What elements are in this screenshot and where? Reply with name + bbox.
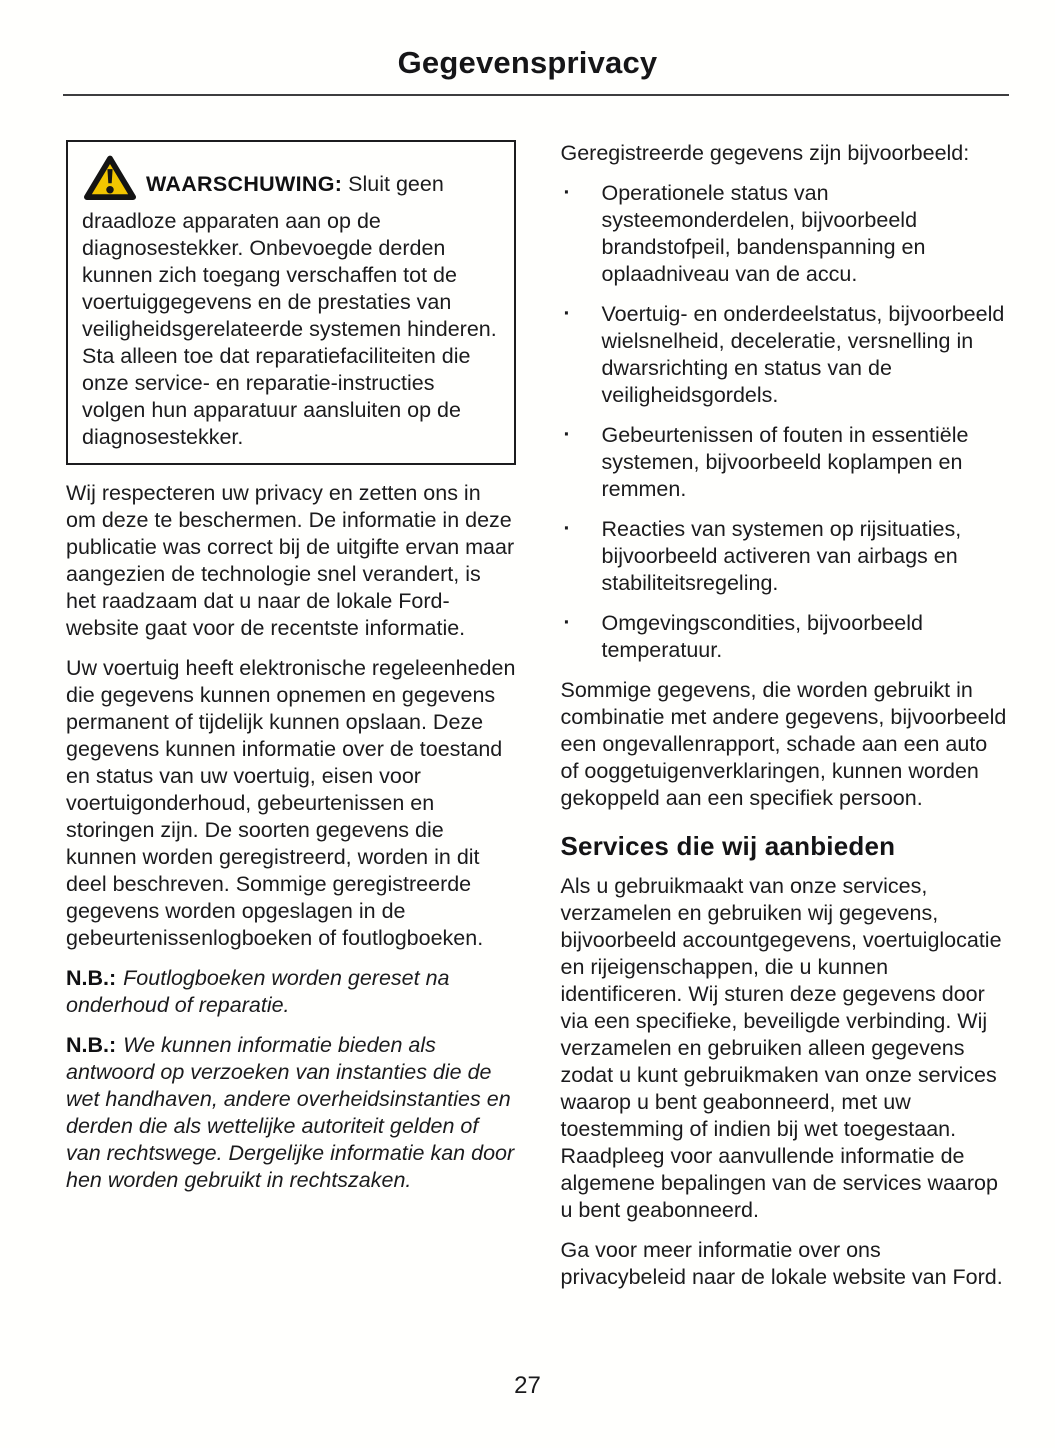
warning-text: Sluit geen draadloze apparaten aan op de diagnosestekker. Onbevoegde derden kunnen zich toegang verschaffen tot de voertuiggegevens en de prestaties van veiligheidsgerelateerde systemen hinderen. Sta alleen toe dat reparatiefaciliteiten die onze service- en reparatie-instructies volgen hun apparatuur aansluiten op de diagnosestekker.	[82, 172, 497, 449]
paragraph-linked-data: Sommige gegevens, die worden gebruikt in combinatie met andere gegevens, bijvoorbeeld een ongevallenrapport, schade aan een auto of ooggetuigenverklaringen, kunnen worden gekoppeld aan een specifiek persoon.	[560, 678, 1007, 810]
page-number: 27	[514, 1372, 541, 1399]
list-item-text: Voertuig- en onderdeelstatus, bijvoorbeeld wielsnelheid, deceleratie, versnelling in dwarsrichting en status van de veiligheidsgordels.	[601, 302, 1005, 407]
bullet-dot: ·	[563, 611, 571, 634]
warning-box	[66, 140, 516, 465]
warning-triangle-icon	[84, 155, 136, 208]
list-item-text: Operationele status van systeemonderdelen, bijvoorbeeld brandstofpeil, bandenspanning en oplaadniveau van de accu.	[601, 181, 926, 286]
note-text: Foutlogboeken worden gereset na onderhoud of reparatie.	[66, 966, 450, 1017]
bullet-dot: ·	[563, 423, 571, 446]
paragraph-privacy-policy: Ga voor meer informatie over ons privacybeleid naar de lokale website van Ford.	[560, 1238, 1003, 1289]
left-column	[66, 140, 516, 1304]
note-law-enforcement	[66, 1032, 516, 1194]
title-divider	[63, 94, 1009, 96]
paragraph-privacy-respect: Wij respecteren uw privacy en zetten ons in om deze te beschermen. De informatie in deze publicatie was correct bij de uitgifte ervan maar aangezien de technologie snel verandert, is het raadzaam dat u naar de lokale Ford-website gaat voor de recentste informatie.	[66, 481, 515, 640]
note-label: N.B.:	[66, 966, 117, 990]
warning-label: WAARSCHUWING:	[146, 172, 343, 196]
bullet-dot: ·	[563, 302, 571, 325]
note-label: N.B.:	[66, 1033, 117, 1057]
page-title: Gegevensprivacy	[397, 45, 658, 80]
list-item-text: Omgevingscondities, bijvoorbeeld temperatuur.	[601, 611, 923, 662]
note-text: We kunnen informatie bieden als antwoord op verzoeken van instanties die de wet handhaven, andere overheidsinstanties en derden die als wettelijke autoriteit gelden of van rechtswege. Dergelijke informatie kan door hen worden gebruikt in rechtszaken.	[66, 1033, 515, 1192]
paragraph-vehicle-modules: Uw voertuig heeft elektronische regeleenheden die gegevens kunnen opnemen en gegevens permanent of tijdelijk kunnen opslaan. Deze gegevens kunnen informatie over de toestand en status van uw voertuig, eisen voor voertuigonderhoud, gebeurtenissen en storingen zijn. De soorten gegevens die kunnen worden geregistreerd, worden in dit deel beschreven. Sommige geregistreerde gegevens worden opgeslagen in de gebeurtenissenlogboeken of foutlogboeken.	[66, 656, 516, 950]
paragraph-services-data: Als u gebruikmaakt van onze services, verzamelen en gebruiken wij gegevens, bijvoorbeeld accountgegevens, voertuiglocatie en rijeigenschappen, die u kunnen identificeren. Wij sturen deze gegevens door via een specifieke, beveiligde verbinding. Wij verzamelen en gebruiken alleen gegevens zodat u kunt gebruikmaken van onze services waarop u bent geabonneerd, met uw toestemming of indien bij wet toegestaan. Raadpleeg voor aanvullende informatie de algemene bepalingen van de services waarop u bent geabonneerd.	[560, 874, 1002, 1222]
bullet-dot: ·	[563, 181, 571, 204]
list-item	[561, 422, 1011, 503]
note-fault-logs	[66, 965, 516, 1019]
bullet-dot: ·	[563, 517, 571, 540]
two-column-layout	[66, 140, 1010, 1304]
recorded-data-list	[561, 180, 1011, 664]
list-item	[561, 610, 1011, 664]
list-item-text: Gebeurtenissen of fouten in essentiële systemen, bijvoorbeeld koplampen en remmen.	[601, 423, 969, 501]
right-column	[561, 140, 1011, 1304]
list-item	[561, 301, 1011, 409]
bullet-list-intro: Geregistreerde gegevens zijn bijvoorbeeld:	[560, 141, 970, 165]
list-item-text: Reacties van systemen op rijsituaties, bijvoorbeeld activeren van airbags en stabiliteitsregeling.	[601, 517, 962, 595]
section-heading-services: Services die wij aanbieden	[560, 831, 896, 861]
list-item	[561, 516, 1011, 597]
list-item	[561, 180, 1011, 288]
